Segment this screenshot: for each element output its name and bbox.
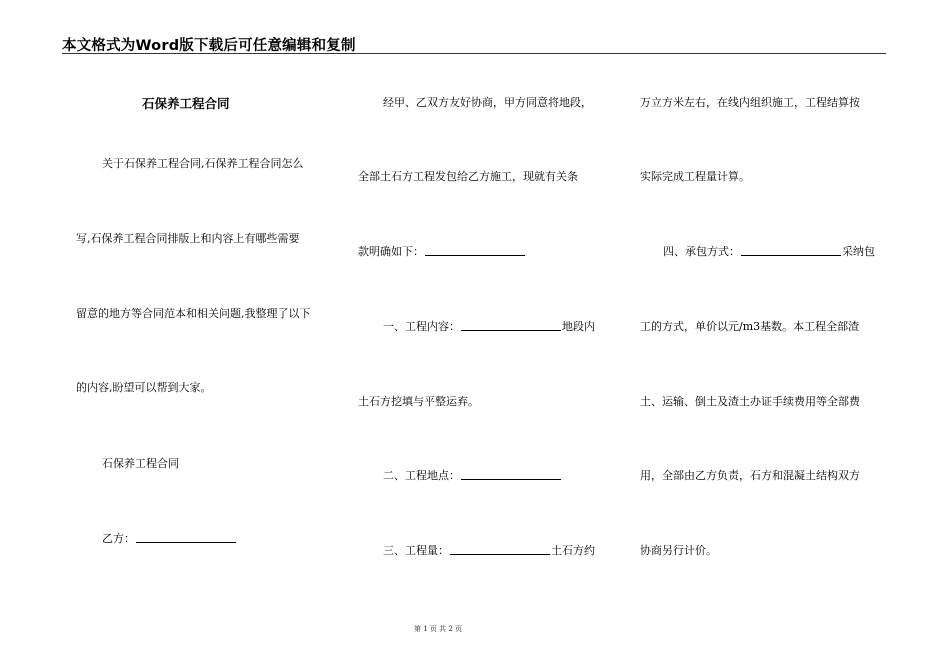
item-2-label: 二、工程地点：: [383, 469, 460, 482]
party-b-label: 乙方：: [102, 532, 135, 545]
item-2-blank: [461, 468, 561, 480]
clause-intro-line-1: 经甲、乙双方友好协商，甲方同意将地段，: [383, 96, 592, 109]
item-4-blank: [741, 244, 841, 256]
party-b-line: [102, 530, 237, 546]
item-1-suffix: 地段内: [562, 320, 595, 333]
col3-line-2: 实际完成工程量计算。: [640, 170, 750, 183]
item-3-label: 三、工程量：: [383, 544, 449, 557]
party-b-blank: [136, 531, 236, 543]
col3-line-1: 万立方米左右，在线内组织施工，工程结算按: [640, 96, 860, 109]
col3-line-7: 协商另行计价。: [640, 544, 717, 557]
item-2-line: [383, 467, 562, 483]
col3-line-5: 土、运输、倒土及渣土办证手续费用等全部费: [640, 395, 860, 408]
intro-line-3: 留意的地方等合同范本和相关问题,我整理了以下: [76, 307, 311, 320]
item-3-blank: [450, 543, 550, 555]
header-divider: [62, 53, 886, 54]
document-title: 石保养工程合同: [142, 96, 230, 111]
item-4-line: [663, 243, 875, 259]
item-4-suffix: 采纳包: [842, 245, 875, 258]
item-1-blank: [461, 319, 561, 331]
item-3-suffix: 土石方约: [551, 544, 595, 557]
contract-subtitle: 石保养工程合同: [102, 457, 179, 470]
intro-line-1: 关于石保养工程合同,石保养工程合同怎么: [102, 157, 304, 170]
document-header: 本文格式为Word版下载后可任意编辑和复制: [62, 38, 356, 54]
item-1-line-2: 土石方挖填与平整运弃。: [358, 395, 479, 408]
col3-line-6: 用，全部由乙方负责，石方和混凝土结构双方: [640, 469, 860, 482]
intro-line-4: 的内容,盼望可以帮到大家。: [76, 381, 212, 394]
col3-line-4: 工的方式，单价以元/m3基数。本工程全部渣: [640, 320, 860, 333]
item-4-label: 四、承包方式：: [663, 245, 740, 258]
page-number: 第 1 页 共 2 页: [414, 625, 463, 633]
item-3-line: [383, 542, 595, 558]
clause-intro-line-3: 款明确如下：: [358, 243, 526, 259]
clause-intro-blank: [425, 244, 525, 256]
item-1-label: 一、工程内容：: [383, 320, 460, 333]
item-1-line: [383, 318, 595, 334]
intro-line-2: 写,石保养工程合同排版上和内容上有哪些需要: [76, 232, 300, 245]
clause-intro-line-2: 全部土石方工程发包给乙方施工，现就有关条: [358, 170, 578, 183]
